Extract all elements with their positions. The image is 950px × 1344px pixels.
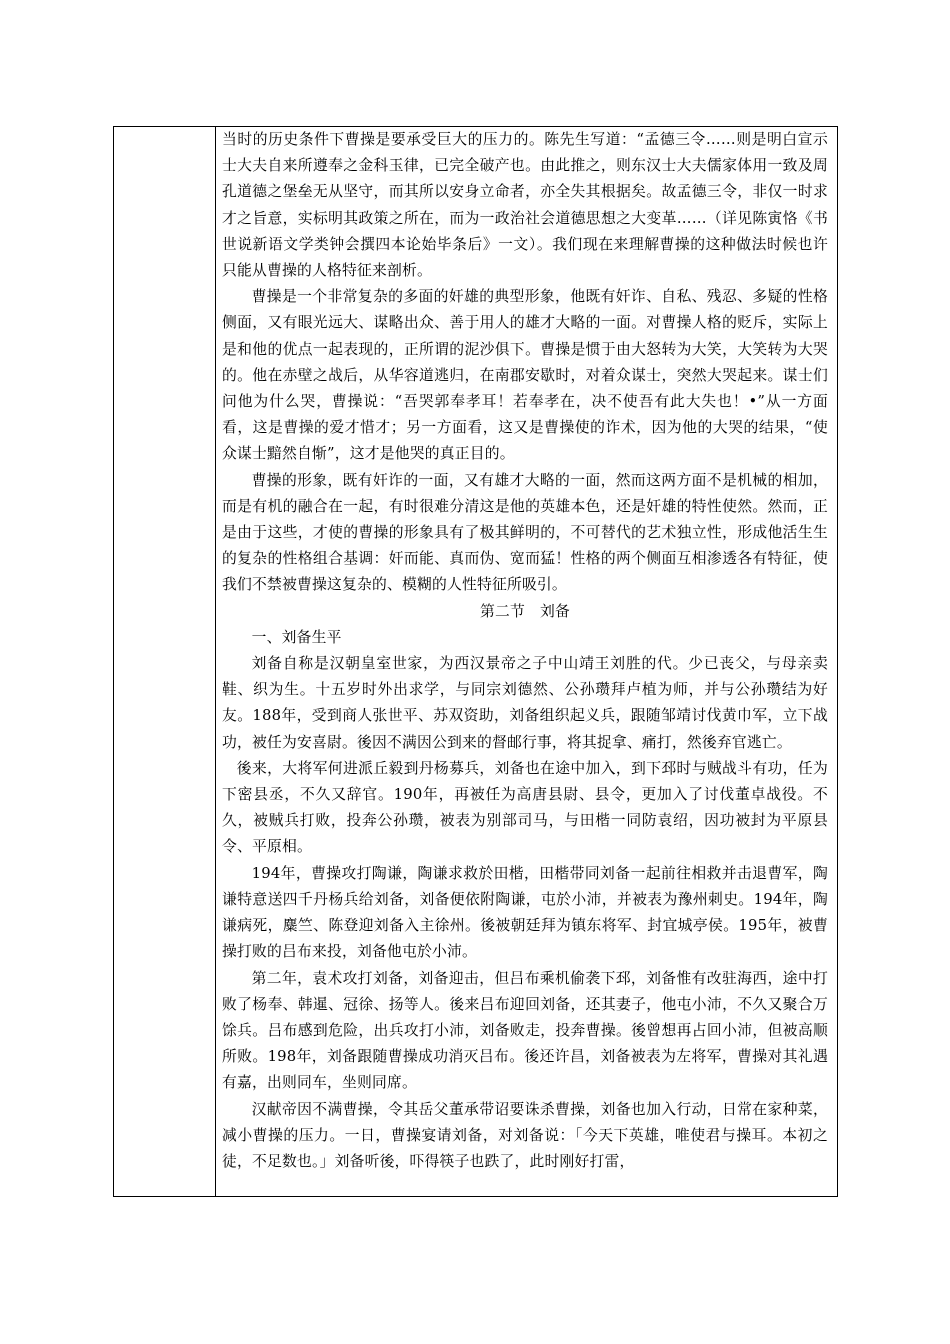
paragraph-second-year: 第二年，袁术攻打刘备，刘备迎击，但吕布乘机偷袭下邳，刘备惟有改驻海西，途中打败了杨奉、韩暹、冠徐、扬等人。後来吕布迎回刘备，还其妻子，他屯小沛，不久又聚合万馀兵。吕布感到危险，出兵攻打小沛，刘备败走，投奔曹操。後曾想再占回小沛，但被高顺所败。198年，刘备跟随曹操成功消灭吕布。後还许昌，刘备被表为左将军，曹操对其礼遇有嘉，出则同车，坐则同席。 <box>222 969 828 1092</box>
paragraph-194-events: 194年，曹操攻打陶谦，陶谦求救於田楷，田楷带同刘备一起前往相救并击退曹军，陶谦特意送四千丹杨兵给刘备，刘备便依附陶谦，屯於小沛，并被表为豫州刺史。194年，陶谦病死，麋竺、陈登迎刘备入主徐州。後被朝廷拜为镇东将军、封宜城亭侯。195年，被曹操打败的吕布来投，刘备他屯於小沛。 <box>222 864 828 961</box>
paragraph-continuation: 当时的历史条件下曹操是要承受巨大的压力的。陈先生写道：“孟德三令……则是明白宣示士大夫自来所遵奉之金科玉律，已完全破产也。由此推之，则东汉士大夫儒家体用一致及周孔道德之堡垒无从坚守，而其所以安身立命者，亦全失其根据矣。故孟德三令，非仅一时求才之旨意，实标明其政策之所在，而为一政治社会道德思想之大变革……（详见陈寅恪《书世说新语文学类钟会撰四本论始毕条后》一文）。我们现在来理解曹操的这种做法时候也许只能从曹操的人格特征来剖析。 <box>222 131 828 280</box>
paragraph-cao-cao-complexity: 曹操是一个非常复杂的多面的奸雄的典型形象，他既有奸诈、自私、残忍、多疑的性格侧面，又有眼光远大、谋略出众、善于用人的雄才大略的一面。对曹操人格的贬斥，实际上是和他的优点一起表现的，正所谓的泥沙俱下。曹操是惯于由大怒转为大笑，大笑转为大哭的。他在赤壁之战后，从华容道逃归，在南郡安歇时，对着众谋士，突然大哭起来。谋士们问他为什么哭，曹操说：“吾哭郭奉孝耳！若奉孝在，决不使吾有此大失也！•”从一方面看，这是曹操的爱才惜才；另一方面看，这又是曹操使的诈术，因为他的大哭的结果，“使众谋士黯然自惭”，这才是他哭的真正目的。 <box>222 288 828 463</box>
paragraph-cao-cao-image: 曹操的形象，既有奸诈的一面，又有雄才大略的一面，然而这两方面不是机械的相加，而是有机的融合在一起，有时很难分清这是他的英雄本色，还是奸雄的特性使然。然而，正是由于这些，才使的曹操的形象具有了极其鲜明的，不可替代的艺术独立性，形成他活生生的复杂的性格组合基调：奸而能、真而伪、宽而猛！性格的两个侧面互相渗透各有特征，使我们不禁被曹操这复杂的、模糊的人性特征所吸引。 <box>222 471 828 594</box>
paragraph-emperor-xian: 汉献帝因不满曹操，令其岳父董承带诏要诛杀曹操，刘备也加入行动，日常在家种菜，减小曹操的压力。一日，曹操宴请刘备，对刘备说：「今天下英雄，唯使君与操耳。本初之徒，不足数也。」刘备听後，吓得筷子也跌了，此时刚好打雷， <box>222 1100 828 1170</box>
subheading-liu-bei-life: 一、刘备生平 <box>251 628 342 646</box>
section-heading-liu-bei: 第二节 刘备 <box>480 602 570 620</box>
table-content-cell <box>222 127 828 1196</box>
document-table <box>113 126 838 1197</box>
table-left-cell <box>114 127 216 1196</box>
paragraph-liu-bei-origin: 刘备自称是汉朝皇室世家，为西汉景帝之子中山靖王刘胜的代。少已丧父，与母亲卖鞋、织为生。十五岁时外出求学，与同宗刘德然、公孙瓒拜卢植为师，并与公孙瓒结为好友。188年，受到商人张世平、苏双资助，刘备组织起义兵，跟随邹靖讨伐黄巾军，立下战功，被任为安喜尉。後因不满因公到来的督邮行事，将其捉拿、痛打，然後弃官逃亡。 <box>222 655 828 751</box>
paragraph-liu-bei-later: 後来，大将军何进派丘毅到丹杨募兵，刘备也在途中加入，到下邳时与贼战斗有功，任为下密县丞，不久又辞官。190年，再被任为高唐县尉、县令，更加入了讨伐董卓战役。不久，被贼兵打败，投奔公孙瓒，被表为别部司马，与田楷一同防袁绍，因功被封为平原县令、平原相。 <box>222 759 828 856</box>
